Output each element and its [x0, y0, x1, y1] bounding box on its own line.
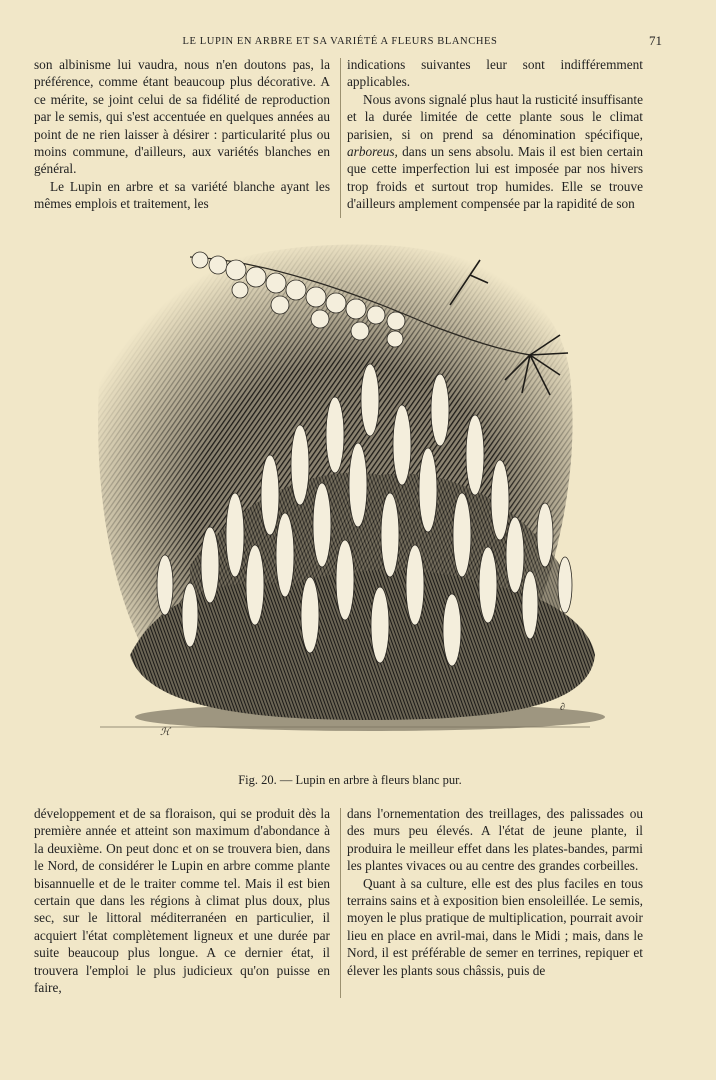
lupin-engraving-figure: [90, 235, 610, 750]
svg-text:∂: ∂: [560, 702, 565, 713]
text-run: Nous avons signalé plus haut la rusticité insuffisante et la durée limitée de cette plante sous le climat parisien, si on prend sa dénomination spécifique,: [347, 91, 643, 142]
svg-text:ℋ: ℋ: [160, 727, 170, 738]
text-run: dans un sens absolu. Mais il est bien certain que cette imperfection lui est imposée par nos hivers trop froids et surtout trop humides. Elle se trouve d'ailleurs amplement compensée par la rapidité de son: [347, 144, 643, 212]
column-divider: [340, 58, 341, 218]
column-divider: [340, 808, 341, 998]
paragraph: son albinisme lui vaudra, nous n'en doutons pas, la préférence, comme étant beaucoup plus décorative. A ce mérite, se joint celui de sa fidélité de reproduction par le semis, qui s'est accentuée en quelques années au point de ne rien laisser à désirer : particularité plus ou moins commune, d'ailleurs, aux variétés blanches en général.: [34, 57, 330, 177]
paragraph: Le Lupin en arbre et sa variété blanche ayant les mêmes emplois et traitement, les: [34, 178, 330, 212]
column-bottom-left: [34, 805, 330, 996]
page-number: 71: [649, 33, 662, 48]
figure-caption: Fig. 20. — Lupin en arbre à fleurs blanc pur.: [238, 773, 462, 787]
column-bottom-right: [347, 805, 643, 979]
paragraph: [347, 91, 643, 213]
species-name: arboreus,: [347, 144, 398, 160]
paragraph: développement et de sa floraison, qui se produit dès la première année et atteint son maximum d'abondance à la deuxième. On peut donc et on se trouvera bien, dans le Nord, de considérer le Lupin en arbre comme plante bisannuelle et de le traiter comme tel. Mais il est bien certain que dans les régions à climat plus doux, plus sec, sur le littoral méditerranéen en particulier, il acquiert l'état complètement ligneux et une durée par suite beaucoup plus longue. A ce dernier état, il trouvera l'emploi le plus judicieux qu'on puisse en faire,: [34, 806, 330, 996]
paragraph: dans l'ornementation des treillages, des palissades ou des murs peu élevés. A l'état de jeune plante, il produira le meilleur effet dans les plates-bandes, parmi les plantes vivaces ou au centre des grandes corbeilles.: [347, 806, 643, 874]
paragraph: Quant à sa culture, elle est des plus faciles en tous terrains sains et à exposition bien ensoleillée. Le semis, moyen le plus pratique de multiplication, pourrait avoir lieu en place en avril-mai, dans le Midi ; mais, dans le Nord, il est préférable de semer en terrines, repiquer et élever les plants sous châssis, puis de: [347, 875, 643, 978]
column-top-right: [347, 56, 643, 213]
paragraph: indications suivantes leur sont indifféremment applicables.: [347, 57, 643, 90]
column-top-left: [34, 56, 330, 213]
running-head: LE LUPIN EN ARBRE ET SA VARIÉTÉ A FLEURS BLANCHES: [182, 36, 498, 47]
